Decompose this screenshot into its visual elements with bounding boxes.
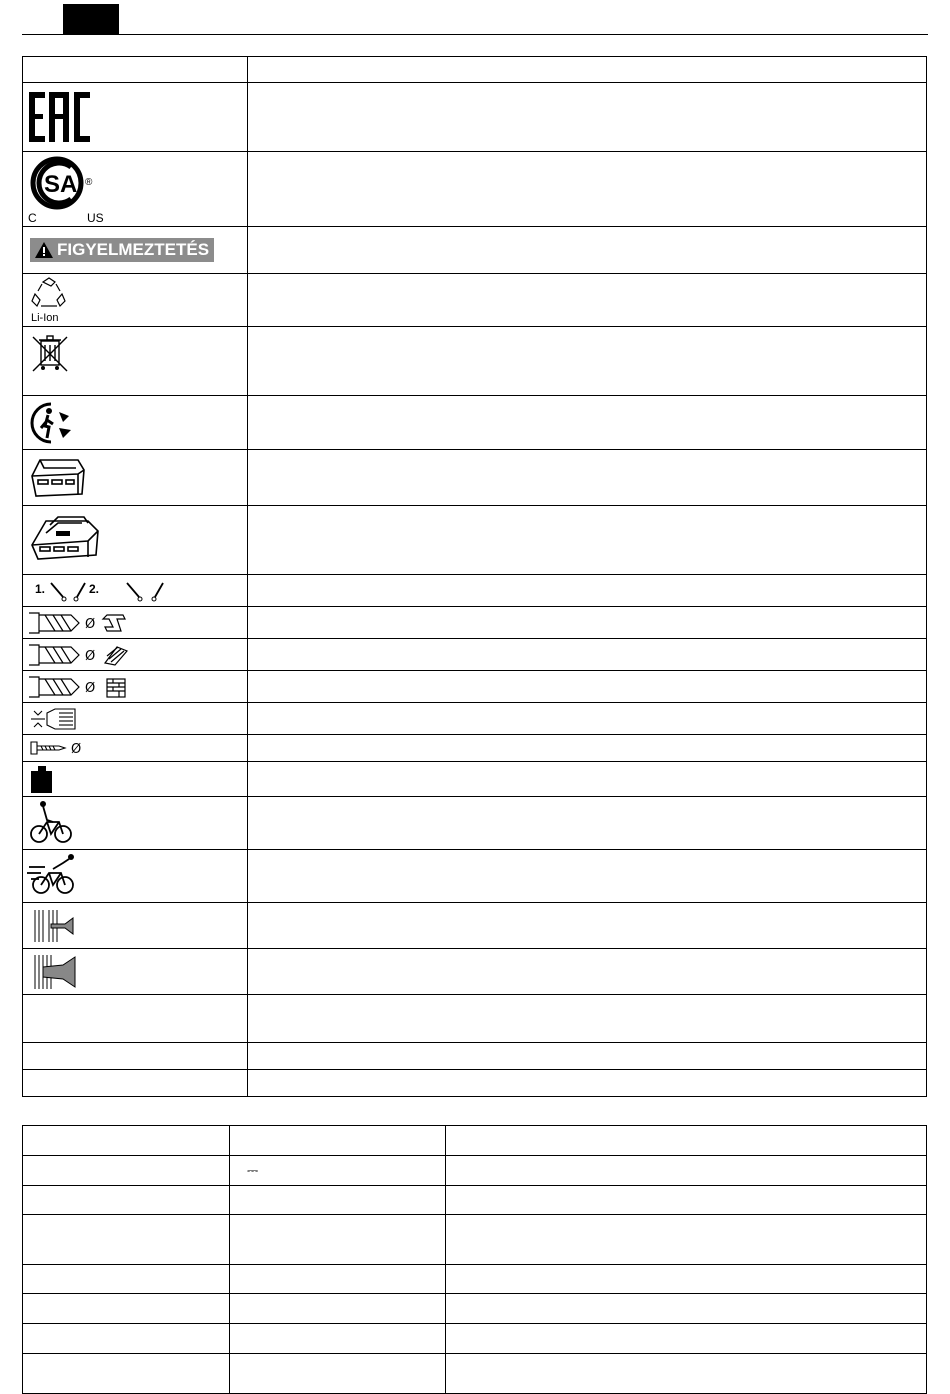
symbol-cell (23, 850, 248, 903)
warning-label: FIGYELMEZTETÉS (57, 239, 210, 259)
spec-cell (446, 1324, 927, 1354)
symbol-cell (23, 506, 248, 575)
diameter-symbol: Ø (71, 742, 82, 757)
spec-cell (446, 1354, 927, 1394)
description-cell (248, 450, 927, 506)
table-row (23, 903, 927, 949)
table-row (23, 607, 927, 639)
description-cell (248, 735, 927, 762)
description-cell (248, 396, 927, 450)
symbol-cell (23, 327, 248, 396)
table-row (23, 639, 927, 671)
symbol-cell (23, 396, 248, 450)
dc-symbol: ⎓ (247, 1162, 259, 1179)
cyclist-slow-icon (29, 800, 75, 846)
symbol-cell (23, 949, 248, 995)
description-cell (248, 1070, 927, 1097)
description-cell (248, 83, 927, 152)
spec-cell (23, 1354, 230, 1394)
symbol-cell (23, 274, 248, 327)
weight-icon (29, 764, 55, 794)
speed-step-icon (35, 579, 185, 603)
screw-diameter-icon (29, 738, 99, 758)
specifications-table (22, 1125, 927, 1394)
description-cell (248, 227, 927, 274)
recycle-li-ion-icon (29, 276, 79, 324)
spec-cell (23, 1265, 230, 1294)
charger-icon (28, 511, 102, 569)
table-row (23, 735, 927, 762)
symbol-cell (23, 575, 248, 607)
description-cell (248, 949, 927, 995)
header-rule (22, 34, 928, 35)
spec-cell (23, 1294, 230, 1324)
symbol-cell (23, 639, 248, 671)
symbol-cell (23, 762, 248, 797)
table-row (23, 1043, 927, 1070)
table-row (23, 506, 927, 575)
spec-cell (230, 1324, 446, 1354)
symbol-cell (23, 903, 248, 949)
spec-cell (23, 1126, 230, 1156)
table-row (23, 1324, 927, 1354)
symbols-table (22, 56, 927, 1097)
spec-cell (230, 1215, 446, 1265)
description-cell (248, 607, 927, 639)
diameter-symbol: Ø (85, 616, 96, 632)
cyclist-fast-icon (27, 853, 79, 899)
battery-pack-icon (28, 454, 88, 502)
table-row (23, 1156, 927, 1186)
drill-steel-icon (27, 611, 137, 635)
table-row (23, 949, 927, 995)
description-cell (248, 152, 927, 227)
description-cell (248, 703, 927, 735)
hard-joint-icon (29, 953, 83, 991)
spec-cell (446, 1215, 927, 1265)
li-ion-label: Li-Ion (31, 312, 59, 324)
warning-badge (30, 238, 214, 262)
table-row (23, 450, 927, 506)
description-cell (248, 850, 927, 903)
table-row (23, 274, 927, 327)
spec-cell (23, 1186, 230, 1215)
symbol-cell (23, 450, 248, 506)
symbol-cell (23, 607, 248, 639)
table-row (23, 1126, 927, 1156)
table-row (23, 1215, 927, 1265)
spec-cell (446, 1126, 927, 1156)
warning-triangle-icon (35, 242, 53, 258)
table-row (23, 83, 927, 152)
symbol-cell (23, 797, 248, 850)
table-header-row (23, 57, 927, 83)
spec-cell (23, 1215, 230, 1265)
table-row (23, 995, 927, 1043)
symbol-cell (23, 152, 248, 227)
table-row (23, 671, 927, 703)
drill-wood-icon (27, 643, 137, 667)
table-row (23, 797, 927, 850)
diameter-symbol: Ø (85, 680, 96, 696)
spec-cell (23, 1324, 230, 1354)
csa-mark-icon (27, 153, 117, 225)
table-row (23, 1354, 927, 1394)
language-tab (63, 4, 119, 34)
spec-cell (446, 1265, 927, 1294)
table-row (23, 1265, 927, 1294)
table-row (23, 327, 927, 396)
spec-cell (230, 1354, 446, 1394)
description-cell (248, 797, 927, 850)
description-cell (248, 762, 927, 797)
soft-joint-icon (29, 908, 79, 944)
spec-cell (23, 1156, 230, 1186)
spec-cell (230, 1265, 446, 1294)
symbol-cell (23, 83, 248, 152)
symbol-cell (23, 227, 248, 274)
symbol-cell (23, 703, 248, 735)
diameter-symbol: Ø (85, 648, 96, 664)
table-row (23, 762, 927, 797)
speed-step-2-label: 2. (89, 581, 100, 596)
table-row (23, 1294, 927, 1324)
spec-cell (446, 1294, 927, 1324)
spec-cell (230, 1294, 446, 1324)
description-cell (248, 327, 927, 396)
symbol-cell (23, 995, 248, 1043)
eac-mark-icon (29, 90, 95, 144)
spec-cell (446, 1186, 927, 1215)
description-cell (248, 639, 927, 671)
spec-cell (230, 1156, 446, 1186)
table-row (23, 1070, 927, 1097)
chuck-range-icon (29, 707, 81, 731)
drill-masonry-icon (27, 675, 137, 699)
table-row (23, 703, 927, 735)
table-header-cell (248, 57, 927, 83)
table-row (23, 152, 927, 227)
description-cell (248, 575, 927, 607)
description-cell (248, 995, 927, 1043)
table-row (23, 227, 927, 274)
symbol-cell (23, 735, 248, 762)
triman-icon (29, 400, 77, 446)
spec-cell (446, 1156, 927, 1186)
svg-text:SA: SA (44, 171, 78, 198)
table-row (23, 396, 927, 450)
spec-cell (230, 1126, 446, 1156)
description-cell (248, 671, 927, 703)
table-row (23, 1186, 927, 1215)
table-row (23, 850, 927, 903)
description-cell (248, 506, 927, 575)
table-row (23, 575, 927, 607)
description-cell (248, 274, 927, 327)
csa-registered-label: ® (85, 177, 93, 188)
description-cell (248, 903, 927, 949)
csa-us-label: US (87, 211, 104, 225)
csa-c-label: C (28, 211, 37, 225)
symbol-cell (23, 671, 248, 703)
symbol-cell (23, 1070, 248, 1097)
table-header-cell (23, 57, 248, 83)
speed-step-1-label: 1. (35, 581, 46, 596)
spec-cell (230, 1186, 446, 1215)
crossed-bin-icon (29, 333, 71, 375)
description-cell (248, 1043, 927, 1070)
symbol-cell (23, 1043, 248, 1070)
